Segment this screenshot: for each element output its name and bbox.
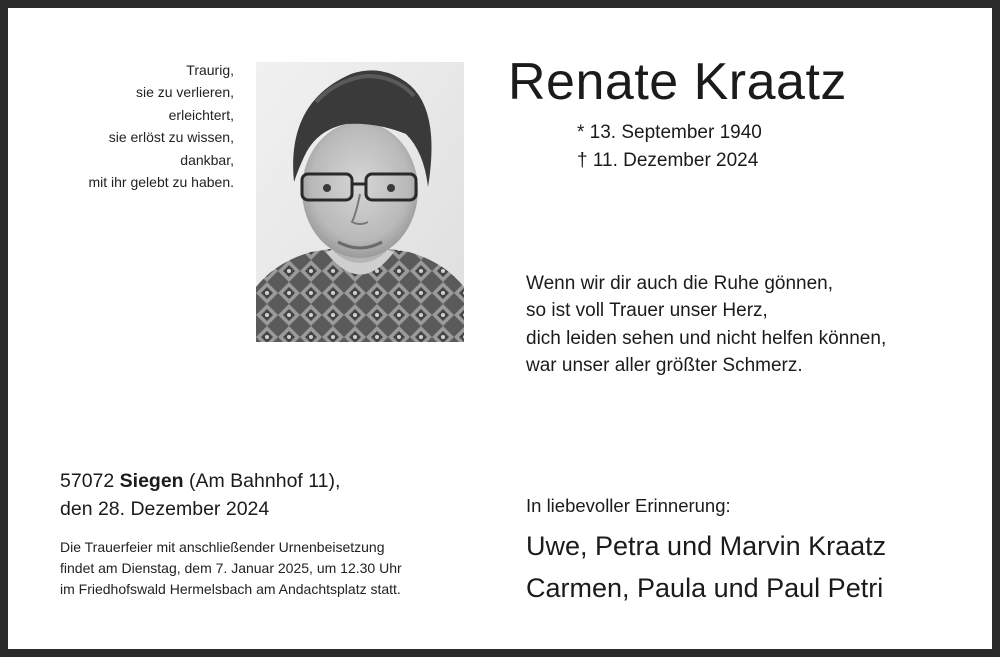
- place-and-date: [60, 467, 340, 523]
- life-dates: [577, 119, 762, 175]
- verse-line: war unser aller größter Schmerz.: [526, 355, 803, 377]
- obituary-card: [8, 8, 992, 649]
- street-address: (Am Bahnhof 11),: [189, 470, 341, 492]
- address-line: [60, 467, 340, 495]
- memorial-verse: [526, 270, 886, 380]
- memory-heading: In liebevoller Erinnerung:: [526, 495, 731, 516]
- funeral-notice: [60, 537, 402, 600]
- portrait-photo: [256, 62, 464, 342]
- birth-date: * 13. September 1940: [577, 122, 762, 143]
- notice-line: im Friedhofswald Hermelsbach am Andachtsplatz statt.: [60, 581, 401, 597]
- family-line: Uwe, Petra und Marvin Kraatz: [526, 531, 887, 561]
- poem-line: sie erlöst zu wissen,: [108, 129, 234, 146]
- poem-line: dankbar,: [180, 151, 234, 168]
- poem: [8, 59, 234, 193]
- death-date: † 11. Dezember 2024: [577, 150, 759, 171]
- family-line: Carmen, Paula und Paul Petri: [526, 573, 884, 603]
- verse-line: dich leiden sehen und nicht helfen können,: [526, 327, 887, 349]
- verse-line: Wenn wir dir auch die Ruhe gönnen,: [526, 273, 834, 294]
- poem-line: sie zu verlieren,: [135, 84, 234, 101]
- date-line: den 28. Dezember 2024: [60, 498, 270, 520]
- poem-line: Traurig,: [186, 62, 234, 78]
- verse-line: so ist voll Trauer unser Herz,: [526, 300, 768, 322]
- notice-line: findet am Dienstag, dem 7. Januar 2025, um 12.30 Uhr: [60, 560, 402, 576]
- postcode: 57072: [60, 470, 115, 492]
- notice-line: Die Trauerfeier mit anschließender Urnenbeisetzung: [60, 539, 385, 555]
- poem-line: erleichtert,: [168, 106, 234, 123]
- mourning-families: [526, 525, 886, 609]
- deceased-name: Renate Kraatz: [508, 53, 847, 111]
- city: Siegen: [119, 470, 184, 492]
- poem-line: mit ihr gelebt zu haben.: [88, 174, 234, 191]
